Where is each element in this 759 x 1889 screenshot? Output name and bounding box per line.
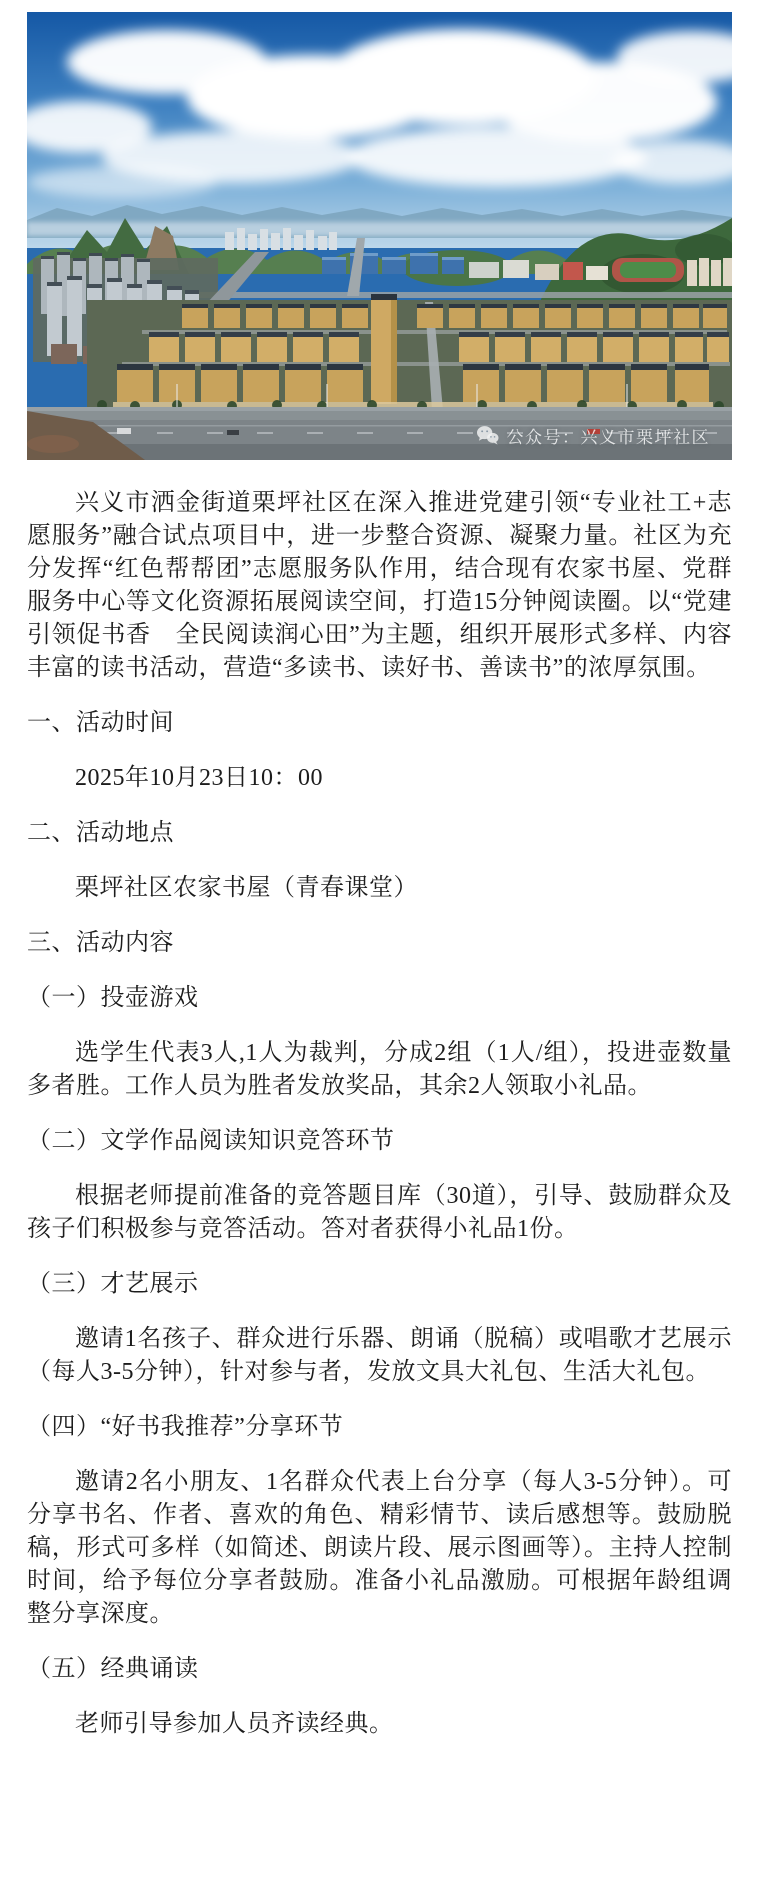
estate-buildings [87,294,732,411]
main-road [27,407,732,460]
subsection-heading-talent-show: （三）才艺展示 [27,1271,199,1297]
subsection-heading-reading-quiz: （二）文学作品阅读知识竞答环节 [27,1128,395,1154]
section-heading-activity-location: 二、活动地点 [27,820,174,846]
paragraph-book-recommendation: 邀请2名小朋友、1名群众代表上台分享（每人3-5分钟）。可分享书名、作者、喜欢的角色、精彩情节、读后感想等。鼓励脱稿，形式可多样（如简述、朗读片段、展示图画等）。主持人控制时间，给予每位分享者鼓励。准备小礼品激励。可根据年龄组调整分享深度。 [27,1469,732,1627]
paragraph-pitch-pot-game: 选学生代表3人,1人为裁判，分成2组（1人/组），投进壶数量多者胜。工作人员为胜者发放奖品，其余2人领取小礼品。 [27,1040,732,1099]
subsection-heading-book-recommendation: （四）“好书我推荐”分享环节 [27,1414,344,1440]
hero-photo[interactable] [27,12,732,460]
section-heading-activity-time: 一、活动时间 [27,710,174,736]
paragraph-talent-show: 邀请1名孩子、群众进行乐器、朗诵（脱稿）或唱歌才艺展示（每人3-5分钟），针对参与者，发放文具大礼包、生活大礼包。 [27,1326,732,1385]
paragraph-reading-quiz: 根据老师提前准备的竞答题目库（30道），引导、鼓励群众及孩子们积极参与竞答活动。答对者获得小礼品1份。 [27,1183,732,1242]
city-aerial-photo [27,12,732,460]
paragraph-activity-location: 栗坪社区农家书屋（青春课堂） [75,875,418,901]
watermark-text: 公众号：兴义市栗坪社区 [506,428,710,447]
article-body [27,487,732,1741]
section-heading-activity-content: 三、活动内容 [27,930,174,956]
subsection-heading-classic-recitation: （五）经典诵读 [27,1656,199,1682]
paragraph-activity-time: 2025年10月23日10：00 [75,765,323,791]
paragraph-classic-recitation: 老师引导参加人员齐读经典。 [75,1711,394,1737]
intro-paragraph: 兴义市洒金街道栗坪社区在深入推进党建引领“专业社工+志愿服务”融合试点项目中，进一步整合资源、凝聚力量。社区为充分发挥“红色帮帮团”志愿服务队作用，结合现有农家书屋、党群服务中心等文化资源拓展阅读空间，打造15分钟阅读圈。以“党建引领促书香 全民阅读润心田”为主题，组织开展形式多样、内容丰富的读书活动，营造“多读书、读好书、善读书”的浓厚氛围。 [27,490,732,681]
subsection-heading-pitch-pot-game: （一）投壶游戏 [27,985,199,1011]
